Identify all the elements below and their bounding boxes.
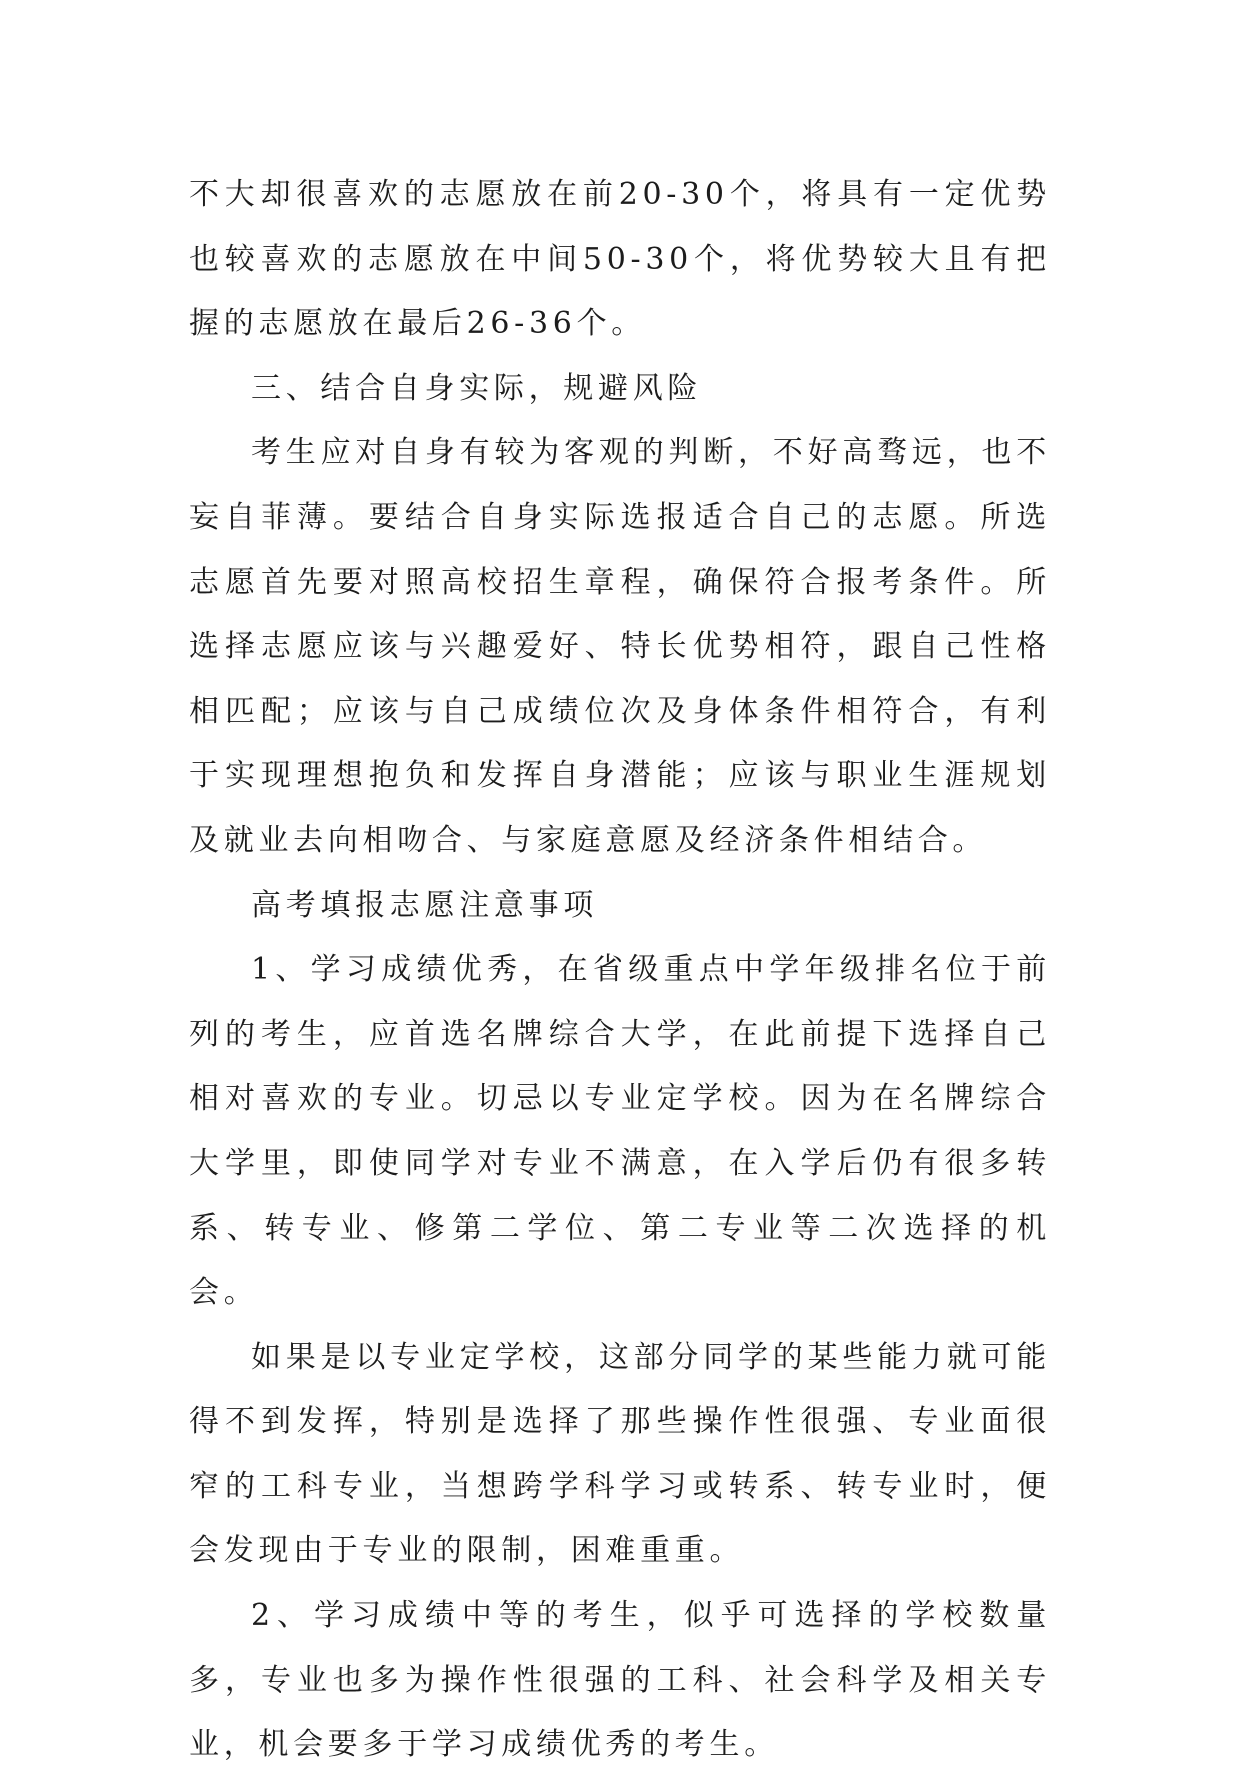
paragraph-item-2-average-students: 2、学习成绩中等的考生，似乎可选择的学校数量多，专业也多为操作性很强的工科、社会科学及相关专业，机会要多于学习成绩优秀的考生。 [189,1598,1051,1763]
paragraph-continued-volunteer-order: 不大却很喜欢的志愿放在前20-30个，将具有一定优势也较喜欢的志愿放在中间50-30个，将优势较大且有把握的志愿放在最后26-36个。 [189,177,1051,342]
paragraph-major-first: 如果是以专业定学校，这部分同学的某些能力就可能得不到发挥，特别是选择了那些操作性很强、专业面很窄的工科专业，当想跨学科学习或转系、转专业时，便会发现由于专业的限制，困难重重。 [189,1339,1051,1569]
section-heading-avoid-risk: 三、结合自身实际，规避风险 [251,370,703,406]
paragraph-item-1-top-students: 1、学习成绩优秀，在省级重点中学年级排名位于前列的考生，应首选名牌综合大学，在此前提下选择自己相对喜欢的专业。切忌以专业定学校。因为在名牌综合大学里，即使同学对专业不满意，在入学后仍有很多转系、转专业、修第二学位、第二专业等二次选择的机会。 [189,952,1051,1311]
document-page [189,163,1051,1778]
section-heading-notes: 高考填报志愿注意事项 [251,887,598,923]
paragraph-self-assessment: 考生应对自身有较为客观的判断，不好高骛远，也不妄自菲薄。要结合自身实际选报适合自己的志愿。所选志愿首先要对照高校招生章程，确保符合报考条件。所选择志愿应该与兴趣爱好、特长优势相符，跟自己性格相匹配；应该与自己成绩位次及身体条件相符合，有利于实现理想抱负和发挥自身潜能；应该与职业生涯规划及就业去向相吻合、与家庭意愿及经济条件相结合。 [189,435,1051,858]
